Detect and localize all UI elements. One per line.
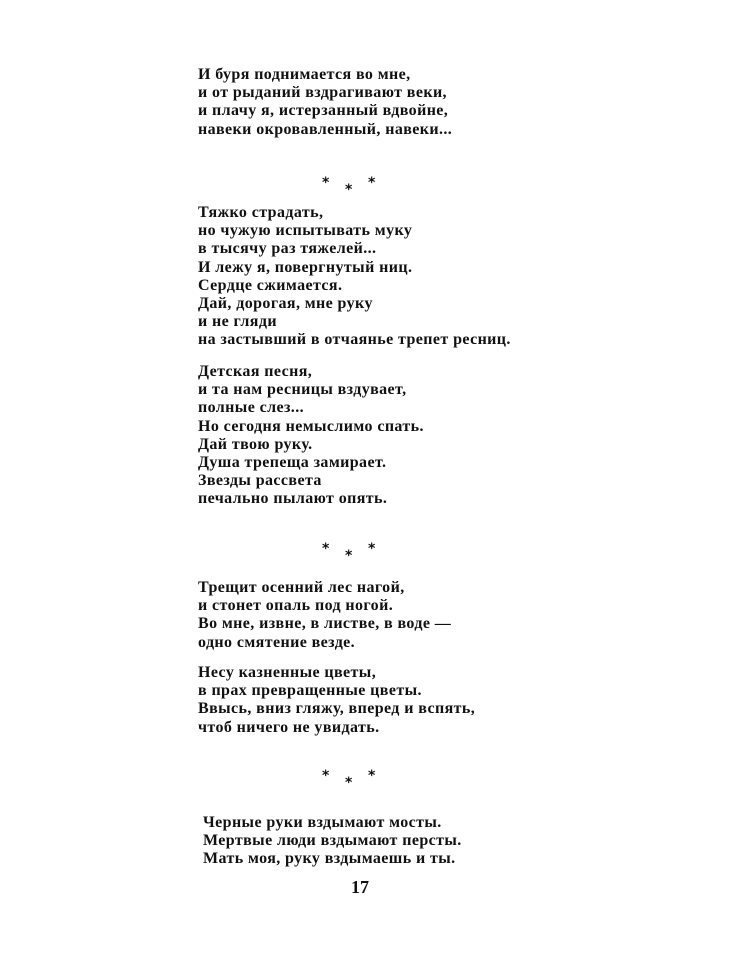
stanza-4-1	[203, 814, 462, 869]
poem-line: и не гляди	[198, 313, 277, 331]
poem-line: в прах превращенные цветы.	[198, 682, 422, 700]
stanza-2-1	[198, 204, 511, 350]
poem-line: Звезды рассвета	[198, 472, 322, 490]
asterisk-icon: *	[345, 775, 353, 791]
stanza-2-2	[198, 363, 424, 509]
asterisk-icon: *	[368, 768, 376, 784]
poem-line: но чужую испытывать муку	[198, 222, 413, 240]
poem-line: навеки окровавленный, навеки...	[198, 120, 453, 138]
poem-line: Мертвые люди вздымают персты.	[203, 832, 462, 850]
asterisk-icon: *	[345, 548, 353, 564]
poem-line: Во мне, извне, в листве, в воде —	[198, 615, 452, 633]
poem-line: и та нам ресницы вздувает,	[198, 381, 407, 399]
poem-line: одно смятение везде.	[198, 633, 356, 651]
asterisk-icon: *	[322, 175, 330, 191]
stanza-3-2	[198, 664, 475, 737]
poem-line: Душа трепеща замирает.	[198, 453, 387, 471]
poem-line: Дай твою руку.	[198, 435, 313, 453]
poem-line: и от рыданий вздрагивают веки,	[198, 84, 447, 102]
poem-line: Несу казненные цветы,	[198, 664, 377, 681]
poem-line: и плачу я, истерзанный вдвойне,	[198, 102, 449, 120]
asterisk-icon: *	[368, 175, 376, 191]
section-separator	[322, 542, 378, 566]
poem-line: Сердце сжимается.	[198, 276, 343, 294]
poem-line: Но сегодня немыслимо спать.	[198, 417, 424, 435]
poem-line: Трещит осенний лес нагой,	[198, 579, 405, 596]
poem-line: Мать моя, руку вздымаешь и ты.	[203, 850, 456, 868]
poem-line: и стонет опаль под ногой.	[198, 597, 394, 615]
poem-line: чтоб ничего не увидать.	[198, 718, 380, 736]
stanza-1-1	[198, 66, 452, 139]
poem-line: Черные руки вздымают мосты.	[203, 814, 442, 831]
poem-line: Дай, дорогая, мне руку	[198, 294, 373, 312]
poem-line: Детская песня,	[198, 363, 313, 380]
asterisk-icon: *	[345, 182, 353, 198]
poem-line: Тяжко страдать,	[198, 204, 324, 221]
poem-line: на застывший в отчаянье трепет ресниц.	[198, 331, 511, 349]
section-separator	[322, 176, 378, 200]
poem-line: И лежу я, повергнутый ниц.	[198, 258, 413, 276]
section-separator	[322, 769, 378, 793]
asterisk-icon: *	[368, 541, 376, 557]
page-number: 17	[351, 877, 369, 897]
stanza-3-1	[198, 579, 451, 652]
poem-line: И буря поднимается во мне,	[198, 66, 411, 83]
poem-line: печально пылают опять.	[198, 490, 388, 508]
asterisk-icon: *	[322, 768, 330, 784]
poem-line: Ввысь, вниз гляжу, вперед и вспять,	[198, 700, 476, 718]
poem-line: в тысячу раз тяжелей...	[198, 240, 377, 258]
poem-line: полные слез...	[198, 399, 305, 417]
asterisk-icon: *	[322, 541, 330, 557]
